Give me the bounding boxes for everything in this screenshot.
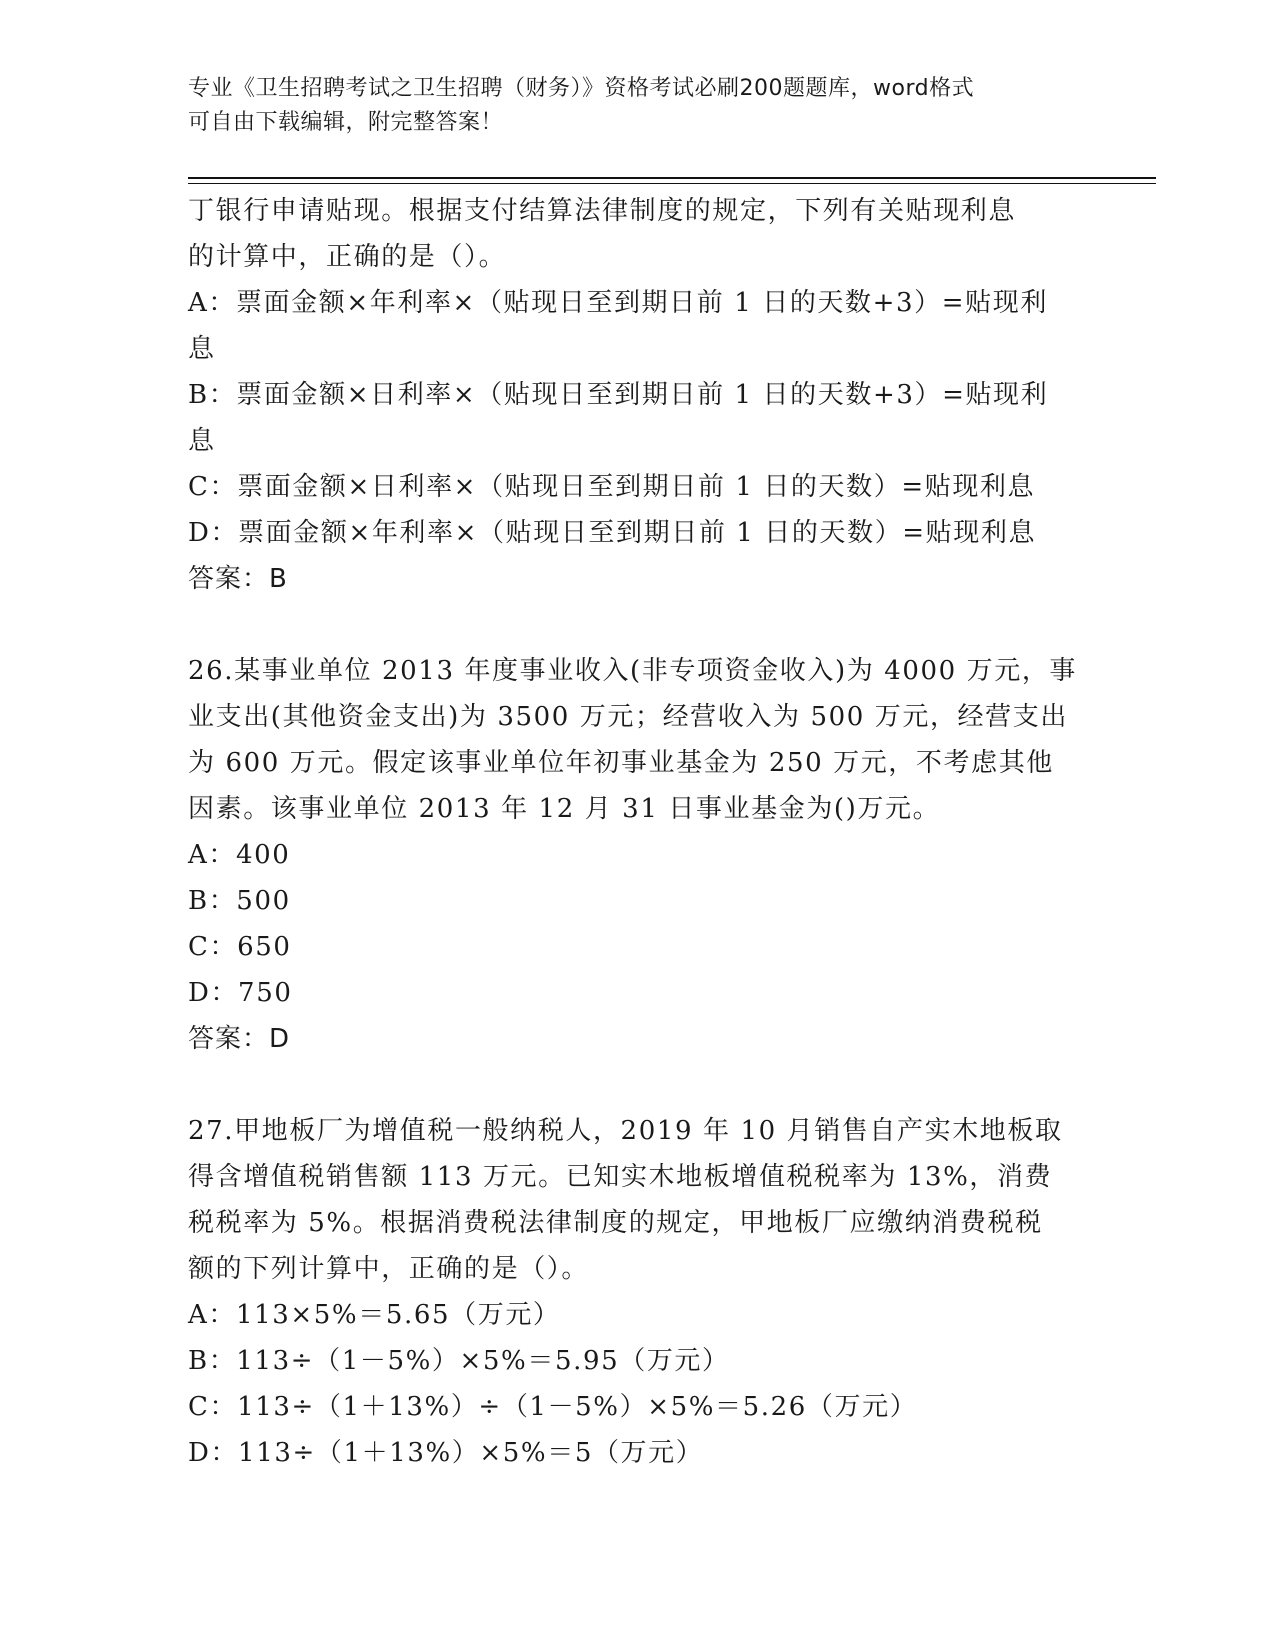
question-stem-line: 为 600 万元。假定该事业单位年初事业基金为 250 万元，不考虑其他 xyxy=(188,748,1054,778)
option-a-continued: 息 xyxy=(188,334,216,364)
question-27 xyxy=(188,1108,1088,1476)
answer-label: 答案：B xyxy=(188,564,288,594)
header-title-line-1: 专业《卫生招聘考试之卫生招聘（财务）》资格考试必刷200题题库，word格式 xyxy=(188,76,975,101)
option-b-continued: 息 xyxy=(188,426,216,456)
question-stem-line: 业支出(其他资金支出)为 3500 万元；经营收入为 500 万元，经营支出 xyxy=(188,702,1068,732)
question-stem-line: 税税率为 5%。根据消费税法律制度的规定，甲地板厂应缴纳消费税税 xyxy=(188,1208,1043,1238)
question-25 xyxy=(188,188,1088,602)
question-stem-line: 因素。该事业单位 2013 年 12 月 31 日事业基金为()万元。 xyxy=(188,794,941,824)
question-stem-line: 27.甲地板厂为增值税一般纳税人，2019 年 10 月销售自产实木地板取 xyxy=(188,1116,1063,1146)
header-divider-thin xyxy=(188,183,1156,184)
option-b: B：500 xyxy=(188,886,291,916)
option-b: B：113÷（1－5%）×5%＝5.95（万元） xyxy=(188,1346,730,1376)
option-a: A：票面金额×年利率×（贴现日至到期日前 1 日的天数+3）=贴现利 xyxy=(188,288,1048,318)
header-title-line-2: 可自由下载编辑，附完整答案！ xyxy=(188,110,504,135)
option-d: D：113÷（1＋13%）×5%＝5（万元） xyxy=(188,1438,704,1468)
answer-label: 答案：D xyxy=(188,1024,291,1054)
page-header xyxy=(188,72,1088,140)
option-c: C：650 xyxy=(188,932,292,962)
question-stem-line: 得含增值税销售额 113 万元。已知实木地板增值税税率为 13%，消费 xyxy=(188,1162,1053,1192)
spacer xyxy=(188,1062,1088,1108)
option-d: D：750 xyxy=(188,978,293,1008)
question-content xyxy=(188,188,1088,1476)
option-c: C：票面金额×日利率×（贴现日至到期日前 1 日的天数）=贴现利息 xyxy=(188,472,1036,502)
question-stem-line: 丁银行申请贴现。根据支付结算法律制度的规定，下列有关贴现利息 xyxy=(188,196,1017,226)
header-divider-thick xyxy=(188,177,1156,179)
option-a: A：400 xyxy=(188,840,291,870)
option-b: B：票面金额×日利率×（贴现日至到期日前 1 日的天数+3）=贴现利 xyxy=(188,380,1049,410)
option-d: D：票面金额×年利率×（贴现日至到期日前 1 日的天数）=贴现利息 xyxy=(188,518,1037,548)
question-26 xyxy=(188,648,1088,1062)
question-stem-line: 的计算中，正确的是（）。 xyxy=(188,242,507,272)
spacer xyxy=(188,602,1088,648)
option-c: C：113÷（1＋13%）÷（1－5%）×5%＝5.26（万元） xyxy=(188,1392,918,1422)
option-a: A：113×5%＝5.65（万元） xyxy=(188,1300,561,1330)
question-stem-line: 26.某事业单位 2013 年度事业收入(非专项资金收入)为 4000 万元，事 xyxy=(188,656,1078,686)
question-stem-line: 额的下列计算中，正确的是（）。 xyxy=(188,1254,590,1284)
